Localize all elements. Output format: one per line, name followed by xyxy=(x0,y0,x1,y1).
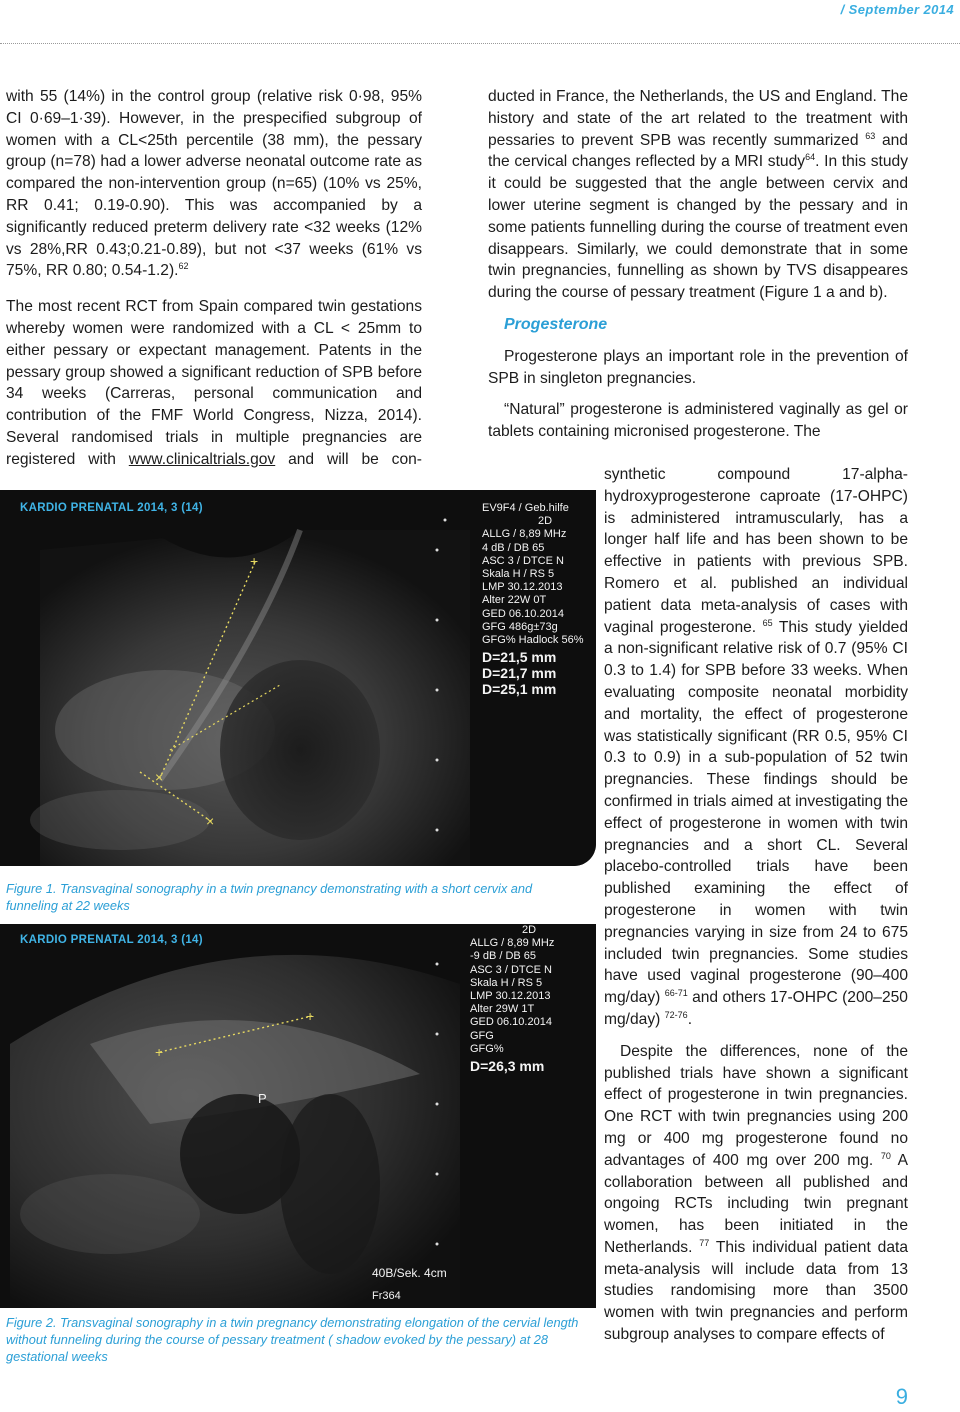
paragraph: synthetic compound 17-alpha-hydroxyprogesterone caproate (17-OHPC) is administered intramuscularly, has a longer half life and has been shown to be effective in patients with previous SPB. Romero et al. published an individual patient data meta-analysis of cases with vaginal progesterone. $^{65}$ This study yielded a non-significant relative risk of 0.7 (95% CI 0.3 to 1.4) for SPB before 33 weeks. When evaluating composite neonatal morbidity and mortality, the effect of progesterone was statistically significant (RR 0.5, 95% CI 0.3 to 0.9) in a sub-population of 52 twin pregnancies. These findings should be confirmed in trials aimed at investigating the effect of progesterone in women with twin pregnancies and a short CL. Several placebo-controlled trials have been published examining the effect of progesterone in women with twin pregnancies varying in size from 24 to 675 included twin pregnancies. Some studies have used vaginal progesterone (90–400 mg/day) $^{66-71}$ and others 17-OHPC (200–250 mg/day) $^{72-76}$. xyxy=(604,466,908,1028)
svg-text:+: + xyxy=(155,1044,164,1060)
paragraph: The most recent RCT from Spain compared twin gestations whereby women were randomized with a CL < 25mm to either pessary or expectant management. Patents in the pessary group showed a significant reduction of SPB before 34 weeks (Carreras, personal communication and contribution of the FMF World Congress, Nizza, 2014). Several randomised trials in multiple pregnancies are registered with www.clinicaltrials.gov and will be con- xyxy=(6,298,422,468)
figure-2-label: KARDIO PRENATAL 2014, 3 (14) xyxy=(20,934,203,946)
measurement: D=21,7 mm xyxy=(482,665,557,682)
paragraph: ducted in France, the Netherlands, the US and England. The history and state of the art related to the treatment with pessaries to prevent SPB was recently summarized $^{63}$ and the cervical changes reflected by a MRI study$^{64}$. In this study it could be suggested that the angle between cervix and lower uterine segment is changed by the pessary and in some patients funnelling during the course of treatment even disappears. Similarly, we could demonstrate that in some twin pregnancies, funnelling as shown by TVS disappeares during the course of pessary treatment (Figure 1 a and b). xyxy=(488,88,909,302)
citation: 77 xyxy=(699,1237,710,1248)
frame-rate: 40B/Sek. 4cm xyxy=(372,1266,447,1280)
citation: 64 xyxy=(805,152,816,163)
pessary-marker: P xyxy=(258,1091,267,1106)
right-narrow-column xyxy=(604,464,908,1346)
right-column xyxy=(488,86,908,443)
page-number: 9 xyxy=(895,1384,908,1409)
svg-text:×: × xyxy=(206,813,215,829)
paragraph: with 55 (14%) in the control group (relative risk 0·98, 95% CI 0·69–1·39). However, in the prespecified subgroup of women with a CL<25th percentile (38 mm), the pessary group (n=78) had a lower adverse neonatal outcome rate as compared the non-intervention group (n=65) (10% vs 25%, RR 0.41; 0.19-0.90). This was accompanied by a significantly reduced preterm delivery rate <32 weeks (12% vs 28%,RR 0.43;0.21-0.89), but not <37 weeks (61% vs 75%, RR 0.80; 0.54-1.2).$^{62}$ xyxy=(6,88,422,280)
measurement: D=26,3 mm xyxy=(470,1058,545,1075)
figure-2-caption: Figure 2. Transvaginal sonography in a twin pregnancy demonstrating elongation of the cervial length without funneling during the course of pessary treatment ( shadow evoked by the pessary) at 28 gestational weeks xyxy=(6,1315,579,1364)
running-header xyxy=(0,0,960,24)
header-divider xyxy=(0,43,960,44)
paragraph: “Natural” progesterone is administered vaginally as gel or tablets containing micronised progesterone. The xyxy=(488,401,908,441)
citation: 65 xyxy=(762,617,773,628)
left-column xyxy=(6,86,422,471)
paragraph: Progesterone plays an important role in the prevention of SPB in singleton pregnancies. xyxy=(488,347,908,387)
figure-1-caption: Figure 1. Transvaginal sonography in a twin pregnancy demonstrating with a short cervix and funneling at 22 weeks xyxy=(6,881,533,913)
measurement: D=21,5 mm xyxy=(482,649,557,666)
citation: 62 xyxy=(178,261,189,272)
svg-text:+: + xyxy=(250,553,259,569)
trials-link[interactable]: www.clinicaltrials.gov xyxy=(128,450,276,468)
issue-date: / September 2014 xyxy=(840,2,954,17)
citation: 66-71 xyxy=(664,988,688,999)
citation: 70 xyxy=(880,1150,891,1161)
figure-2-ultrasound xyxy=(0,924,596,1308)
section-heading: Progesterone xyxy=(504,315,608,333)
citation: 72-76 xyxy=(664,1009,688,1020)
frame-number: Fr364 xyxy=(372,1290,401,1302)
figure-1-ultrasound xyxy=(0,490,596,866)
citation: 63 xyxy=(865,130,876,141)
scanner-readout: 2D ALLG / 8,89 MHz -9 dB / DB 65 ASC 3 / DTCE N Skala H / RS 5 LMP 30.12.2013 Alter 29W 1T GED 06.10.2014 GFG GFG% D=26,3 mm xyxy=(470,924,555,1075)
svg-text:×: × xyxy=(155,769,164,785)
svg-text:+: + xyxy=(306,1008,315,1024)
paragraph: Despite the differences, none of the published trials have shown a significant effect of progesterone in twin pregnancies. One RCT with twin pregnancies using 200 mg or 400 mg progesterone found no advantages of 400 mg over 200 mg. $^{70}$ A collaboration between all published and ongoing RCTs including twin pregnant women, has been initiated in the Netherlands. $^{77}$ This individual patient data meta-analysis will include data from 13 studies randomising more than 3500 women with twin pregnancies and perform subgroup analyses to compare effects of xyxy=(604,1042,908,1344)
measurement: D=25,1 mm xyxy=(482,681,557,698)
scanner-readout: EV9F4 / Geb.hilfe 2D ALLG / 8,89 MHz 4 dB / DB 65 ASC 3 / DTCE N Skala H / RS 5 LMP 30.12.2013 Alter 22W 0T GED 06.10.2014 GFG 486g±73g GFG% Hadlock 56% D=21,5 mm D=21,7 mm D=25,1 mm xyxy=(482,502,584,698)
figure-1-label: KARDIO PRENATAL 2014, 3 (14) xyxy=(20,502,203,514)
